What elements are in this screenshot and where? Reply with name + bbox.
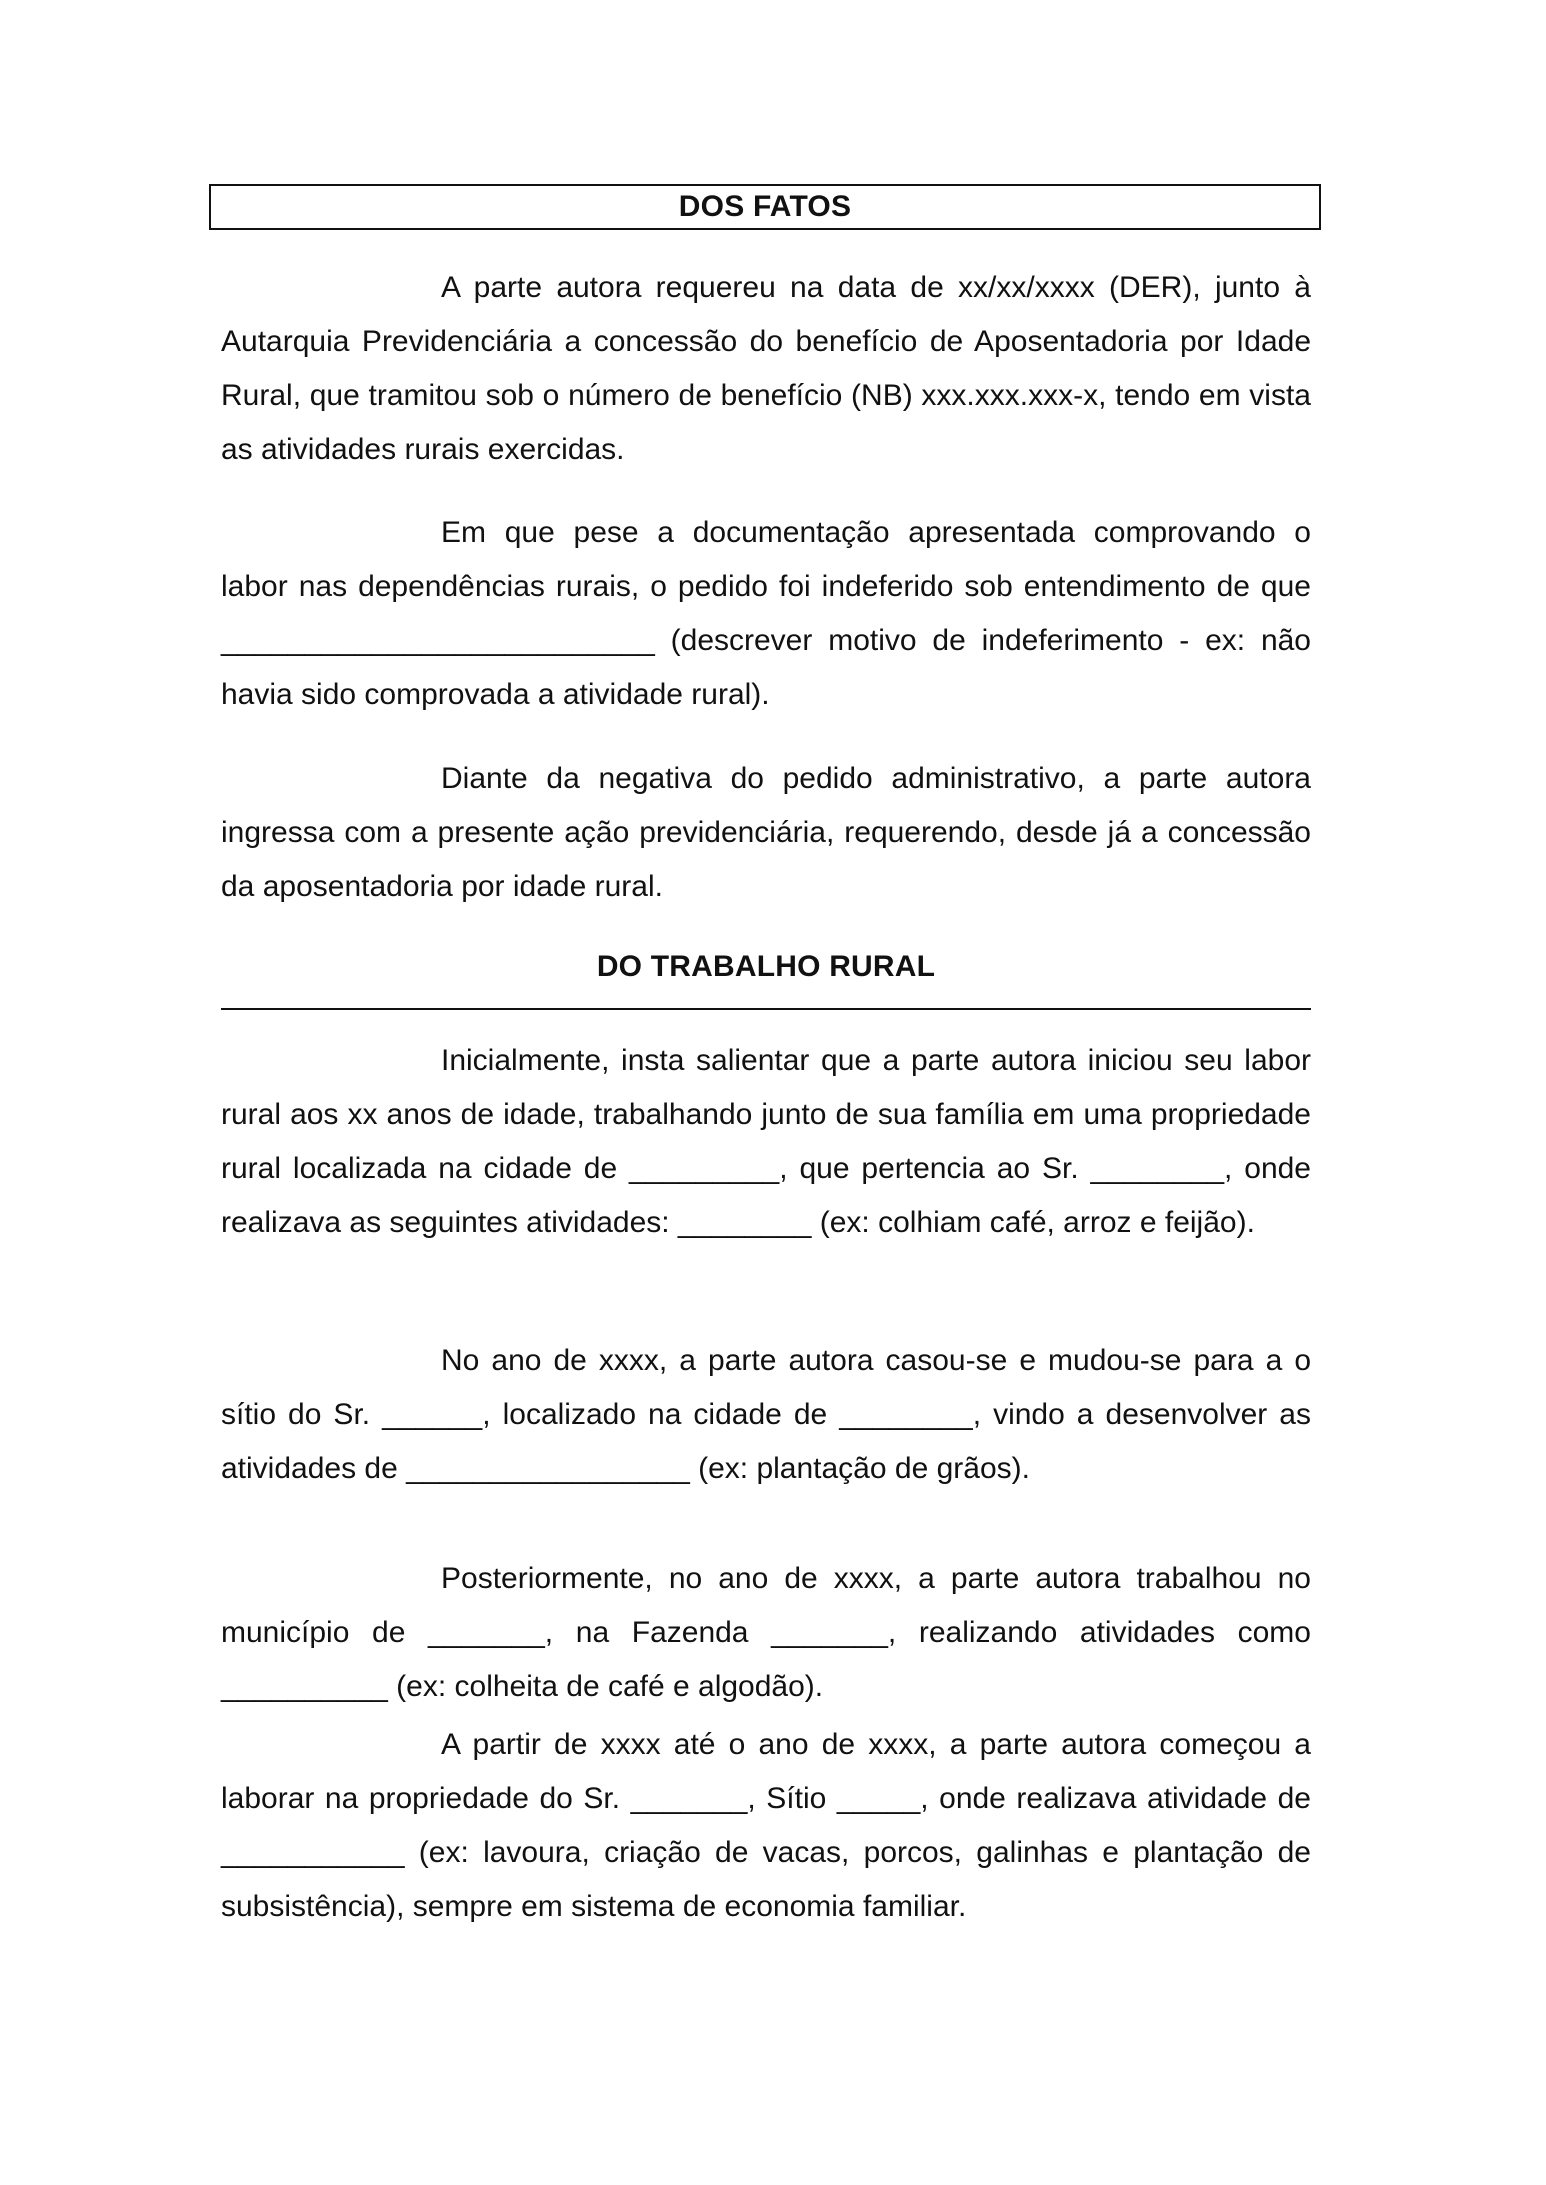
paragraph-negativa: [221, 752, 1311, 914]
paragraph-text: A parte autora requereu na data de xx/xx/xxxx (DER), junto à Autarquia Previdenciária a concessão do benefício de Aposentadoria por Idade Rural, que tramitou sob o número de benefício (NB) xxx.xxx.xxx-x, tendo em vista as atividades rurais exercidas.: [221, 271, 1311, 466]
paragraph-text: No ano de xxxx, a parte autora casou-se e mudou-se para a o sítio do Sr. ______, localizado na cidade de ________, vindo a desenvolver as atividades de _________________ (ex: plantação de grãos).: [221, 1344, 1311, 1485]
section-heading-trabalho-rural: DO TRABALHO RURAL: [596, 950, 936, 983]
paragraph-der-request: [221, 261, 1311, 477]
paragraph-sitio: [221, 1718, 1311, 1934]
paragraph-fazenda: [221, 1552, 1311, 1714]
heading-underline-divider: [221, 1008, 1311, 1010]
paragraph-casamento: [221, 1334, 1311, 1496]
section-heading-dos-fatos: DOS FATOS: [678, 190, 852, 223]
paragraph-text: Inicialmente, insta salientar que a parte autora iniciou seu labor rural aos xx anos de idade, trabalhando junto de sua família em uma propriedade rural localizada na cidade de _________, que pertencia ao Sr. ________, onde realizava as seguintes atividades: ________ (ex: colhiam café, arroz e feijão).: [221, 1044, 1311, 1239]
paragraph-text: Diante da negativa do pedido administrativo, a parte autora ingressa com a presente ação previdenciária, requerendo, desde já a concessão da aposentadoria por idade rural.: [221, 762, 1311, 903]
paragraph-inicio-labor: [221, 1034, 1311, 1250]
paragraph-text: Em que pese a documentação apresentada comprovando o labor nas dependências rurais, o pedido foi indeferido sob entendimento de que __________________________ (descrever motivo de indeferimento - ex: não havia sido comprovada a atividade rural).: [221, 516, 1311, 711]
paragraph-text: Posteriormente, no ano de xxxx, a parte autora trabalhou no município de _______, na Fazenda _______, realizando atividades como __________ (ex: colheita de café e algodão).: [221, 1562, 1311, 1703]
paragraph-text: A partir de xxxx até o ano de xxxx, a parte autora começou a laborar na propriedade do Sr. _______, Sítio _____, onde realizava atividade de ___________ (ex: lavoura, criação de vacas, porcos, galinhas e plantação de subsistência), sempre em sistema de economia familiar.: [221, 1728, 1311, 1923]
paragraph-indeferimento: [221, 506, 1311, 722]
section-heading-box-dos-fatos: [209, 184, 1321, 230]
